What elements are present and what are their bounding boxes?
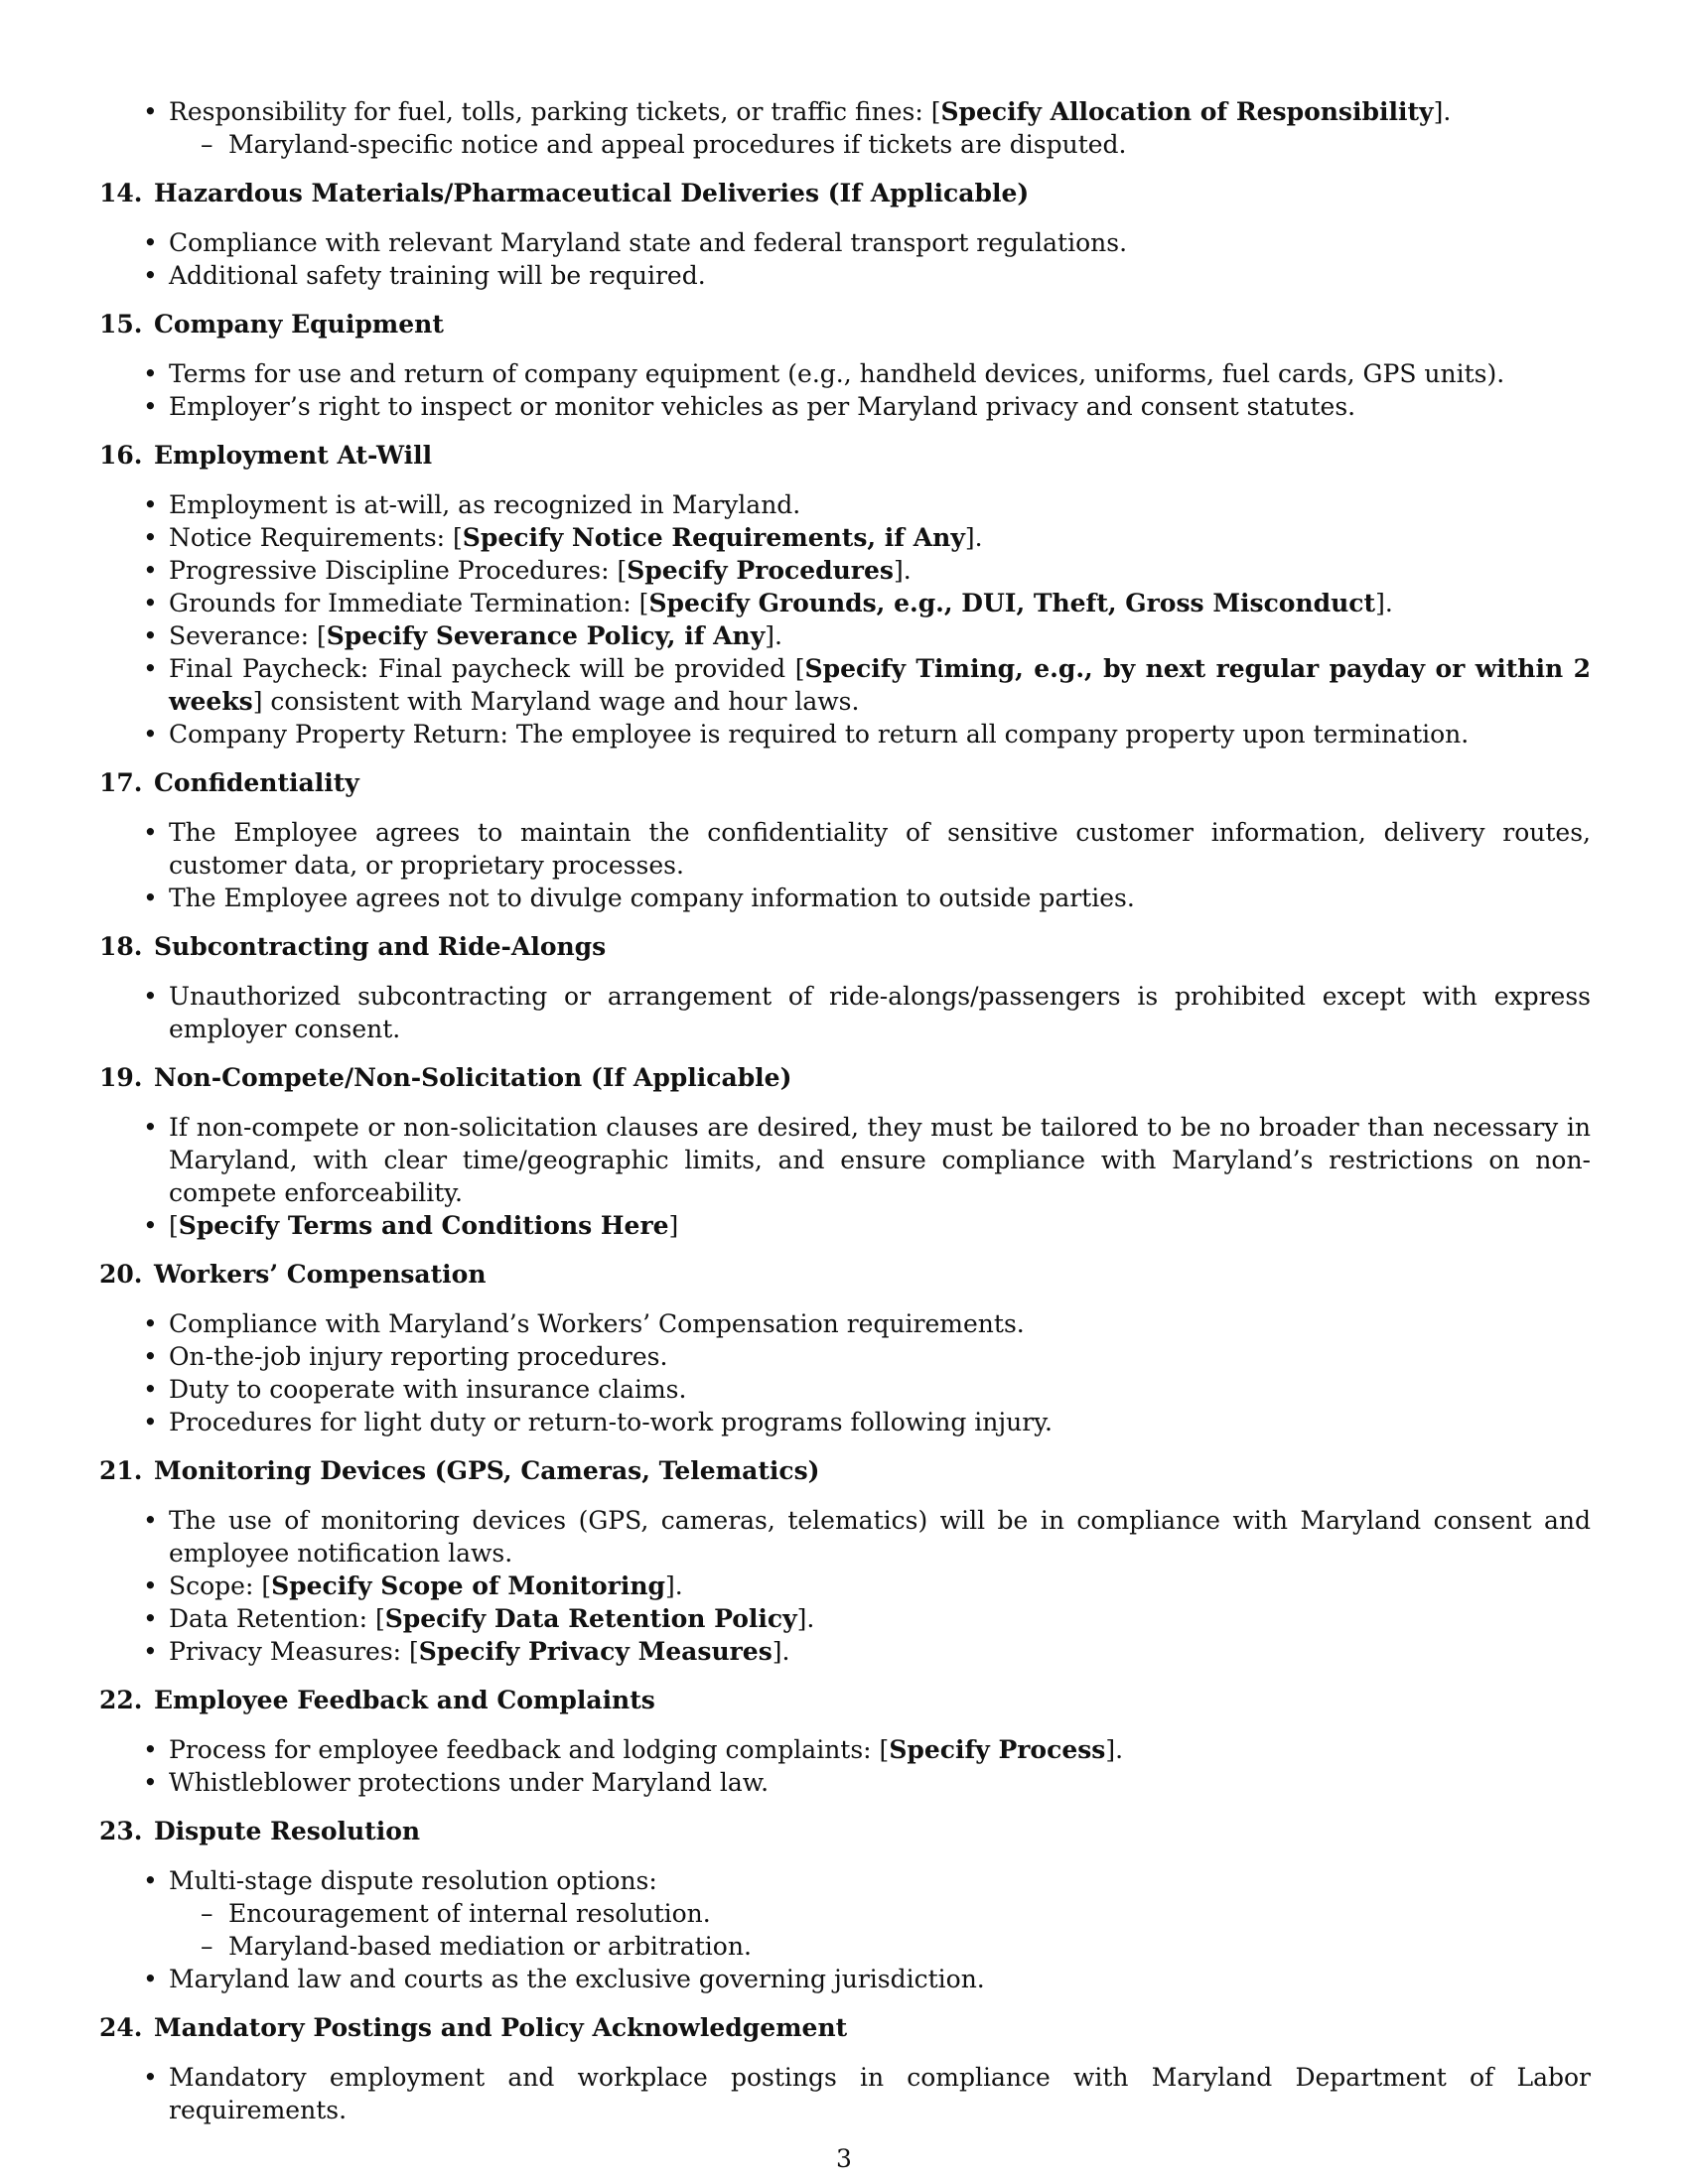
placeholder-field: Specify Severance Policy, if Any	[326, 621, 766, 650]
section-title: Monitoring Devices (GPS, Cameras, Telematics)	[154, 1456, 820, 1485]
section-title: Confidentiality	[154, 768, 359, 797]
section-heading	[99, 1454, 1591, 1487]
placeholder-field: Specify Timing, e.g., by next regular payday or within 2 weeks	[169, 654, 1591, 716]
section-17	[99, 766, 1591, 914]
section-title: Subcontracting and Ride-Alongs	[154, 932, 607, 961]
section-number: 15.	[99, 310, 143, 339]
list-item: • Maryland law and courts as the exclusive governing jurisdiction.	[99, 1963, 1591, 1995]
bullet-list	[99, 1111, 1591, 1242]
list-item: • Unauthorized subcontracting or arrangement of ride-alongs/passengers is prohibited except with express employer consent.	[99, 980, 1591, 1045]
list-item: • Whistleblower protections under Maryland law.	[99, 1766, 1591, 1799]
list-item: • Severance: [Specify Severance Policy, if Any].	[99, 619, 1591, 652]
list-item: • The Employee agrees to maintain the confidentiality of sensitive customer information, delivery routes, customer data, or proprietary processes.	[99, 816, 1591, 882]
bullet-list	[99, 95, 1591, 161]
bullet-list	[99, 1504, 1591, 1668]
list-item: • The use of monitoring devices (GPS, cameras, telematics) will be in compliance with Maryland consent and employee notification laws.	[99, 1504, 1591, 1570]
section-title: Workers’ Compensation	[154, 1260, 487, 1289]
list-item: • If non-compete or non-solicitation clauses are desired, they must be tailored to be no broader than necessary in Maryland, with clear time/geographic limits, and ensure compliance with Maryland’s restrictions on non-compete enforceability.	[99, 1111, 1591, 1209]
section-title: Company Equipment	[154, 310, 444, 339]
bullet-list	[99, 226, 1591, 292]
list-item: • Terms for use and return of company equipment (e.g., handheld devices, uniforms, fuel cards, GPS units).	[99, 357, 1591, 390]
list-item: • Notice Requirements: [Specify Notice Requirements, if Any].	[99, 521, 1591, 554]
list-item: • [Specify Terms and Conditions Here]	[99, 1209, 1591, 1242]
list-item: • Employer’s right to inspect or monitor vehicles as per Maryland privacy and consent statutes.	[99, 390, 1591, 423]
section-title: Dispute Resolution	[154, 1817, 421, 1845]
section-number: 16.	[99, 441, 143, 470]
section-heading	[99, 177, 1591, 209]
bullet-list	[99, 357, 1591, 423]
list-item: • Privacy Measures: [Specify Privacy Measures].	[99, 1635, 1591, 1668]
bullet-list	[99, 980, 1591, 1045]
section-heading	[99, 439, 1591, 472]
placeholder-field: Specify Process	[889, 1735, 1106, 1764]
section-heading	[99, 766, 1591, 799]
list-item: • Progressive Discipline Procedures: [Specify Procedures].	[99, 554, 1591, 587]
section-title: Employment At-Will	[154, 441, 433, 470]
section-18	[99, 930, 1591, 1045]
list-item: • Employment is at-will, as recognized in Maryland.	[99, 488, 1591, 521]
bullet-list	[99, 1307, 1591, 1438]
list-item: • Responsibility for fuel, tolls, parking tickets, or traffic fines: [Specify Allocation of Responsibility]. – Maryland-specific notice and appeal procedures if tickets are disputed.	[99, 95, 1591, 161]
section-heading	[99, 308, 1591, 341]
section-heading	[99, 930, 1591, 963]
section-title: Hazardous Materials/Pharmaceutical Deliveries (If Applicable)	[154, 179, 1030, 207]
list-item: • Multi-stage dispute resolution options: – Encouragement of internal resolution. – Maryland-based mediation or arbitration.	[99, 1864, 1591, 1963]
section-number: 14.	[99, 179, 143, 207]
section-number: 17.	[99, 768, 143, 797]
placeholder-field: Specify Notice Requirements, if Any	[462, 523, 965, 552]
list-item: • On-the-job injury reporting procedures.	[99, 1340, 1591, 1373]
section-heading	[99, 2011, 1591, 2044]
list-item: • Duty to cooperate with insurance claims.	[99, 1373, 1591, 1406]
section-title: Mandatory Postings and Policy Acknowledgement	[154, 2013, 848, 2042]
placeholder-field: Specify Grounds, e.g., DUI, Theft, Gross Misconduct	[648, 589, 1376, 617]
list-item: • Process for employee feedback and lodging complaints: [Specify Process].	[99, 1733, 1591, 1766]
list-item: • The Employee agrees not to divulge company information to outside parties.	[99, 882, 1591, 914]
placeholder-field: Specify Privacy Measures	[418, 1637, 773, 1666]
list-item: • Company Property Return: The employee is required to return all company property upon termination.	[99, 718, 1591, 751]
bullet-list	[99, 816, 1591, 914]
list-item: • Grounds for Immediate Termination: [Specify Grounds, e.g., DUI, Theft, Gross Misconduct].	[99, 587, 1591, 619]
list-item: • Compliance with Maryland’s Workers’ Compensation requirements.	[99, 1307, 1591, 1340]
section-14	[99, 177, 1591, 292]
section-15	[99, 308, 1591, 423]
section-number: 23.	[99, 1817, 143, 1845]
placeholder-field: Specify Terms and Conditions Here	[178, 1211, 669, 1240]
list-item: • Mandatory employment and workplace postings in compliance with Maryland Department of Labor requirements.	[99, 2061, 1591, 2126]
section-heading	[99, 1815, 1591, 1847]
list-item: • Final Paycheck: Final paycheck will be provided [Specify Timing, e.g., by next regular payday or within 2 weeks] consistent with Maryland wage and hour laws.	[99, 652, 1591, 718]
sub-list-item: – Maryland-specific notice and appeal procedures if tickets are disputed.	[169, 128, 1591, 161]
section-22	[99, 1684, 1591, 1799]
sub-list	[169, 1897, 1591, 1963]
section-title: Non-Compete/Non-Solicitation (If Applicable)	[154, 1063, 792, 1092]
section-16	[99, 439, 1591, 751]
section-21	[99, 1454, 1591, 1668]
placeholder-field: Specify Scope of Monitoring	[271, 1571, 665, 1600]
list-item: • Data Retention: [Specify Data Retention Policy].	[99, 1602, 1591, 1635]
placeholder-field: Specify Data Retention Policy	[384, 1604, 797, 1633]
bullet-list	[99, 488, 1591, 751]
section-number: 21.	[99, 1456, 143, 1485]
bullet-list	[99, 1733, 1591, 1799]
placeholder-field: Specify Allocation of Responsibility	[940, 97, 1434, 126]
bullet-list	[99, 1864, 1591, 1995]
document-page	[99, 95, 1591, 2142]
placeholder-field: Specify Procedures	[627, 556, 894, 585]
list-item: • Additional safety training will be required.	[99, 259, 1591, 292]
section-19	[99, 1061, 1591, 1242]
section-heading	[99, 1061, 1591, 1094]
section-title: Employee Feedback and Complaints	[154, 1686, 655, 1714]
section-13-continuation	[99, 95, 1591, 161]
sub-list	[169, 128, 1591, 161]
section-heading	[99, 1684, 1591, 1716]
list-item: • Scope: [Specify Scope of Monitoring].	[99, 1570, 1591, 1602]
section-number: 22.	[99, 1686, 143, 1714]
section-number: 20.	[99, 1260, 143, 1289]
section-number: 24.	[99, 2013, 143, 2042]
list-item: • Compliance with relevant Maryland state and federal transport regulations.	[99, 226, 1591, 259]
section-24	[99, 2011, 1591, 2126]
sub-list-item: – Encouragement of internal resolution.	[169, 1897, 1591, 1930]
sub-list-item: – Maryland-based mediation or arbitration.	[169, 1930, 1591, 1963]
section-number: 18.	[99, 932, 143, 961]
section-20	[99, 1258, 1591, 1438]
section-23	[99, 1815, 1591, 1995]
page-number: 3	[836, 2144, 852, 2173]
section-heading	[99, 1258, 1591, 1291]
section-number: 19.	[99, 1063, 143, 1092]
bullet-list	[99, 2061, 1591, 2126]
list-item: • Procedures for light duty or return-to-work programs following injury.	[99, 1406, 1591, 1438]
